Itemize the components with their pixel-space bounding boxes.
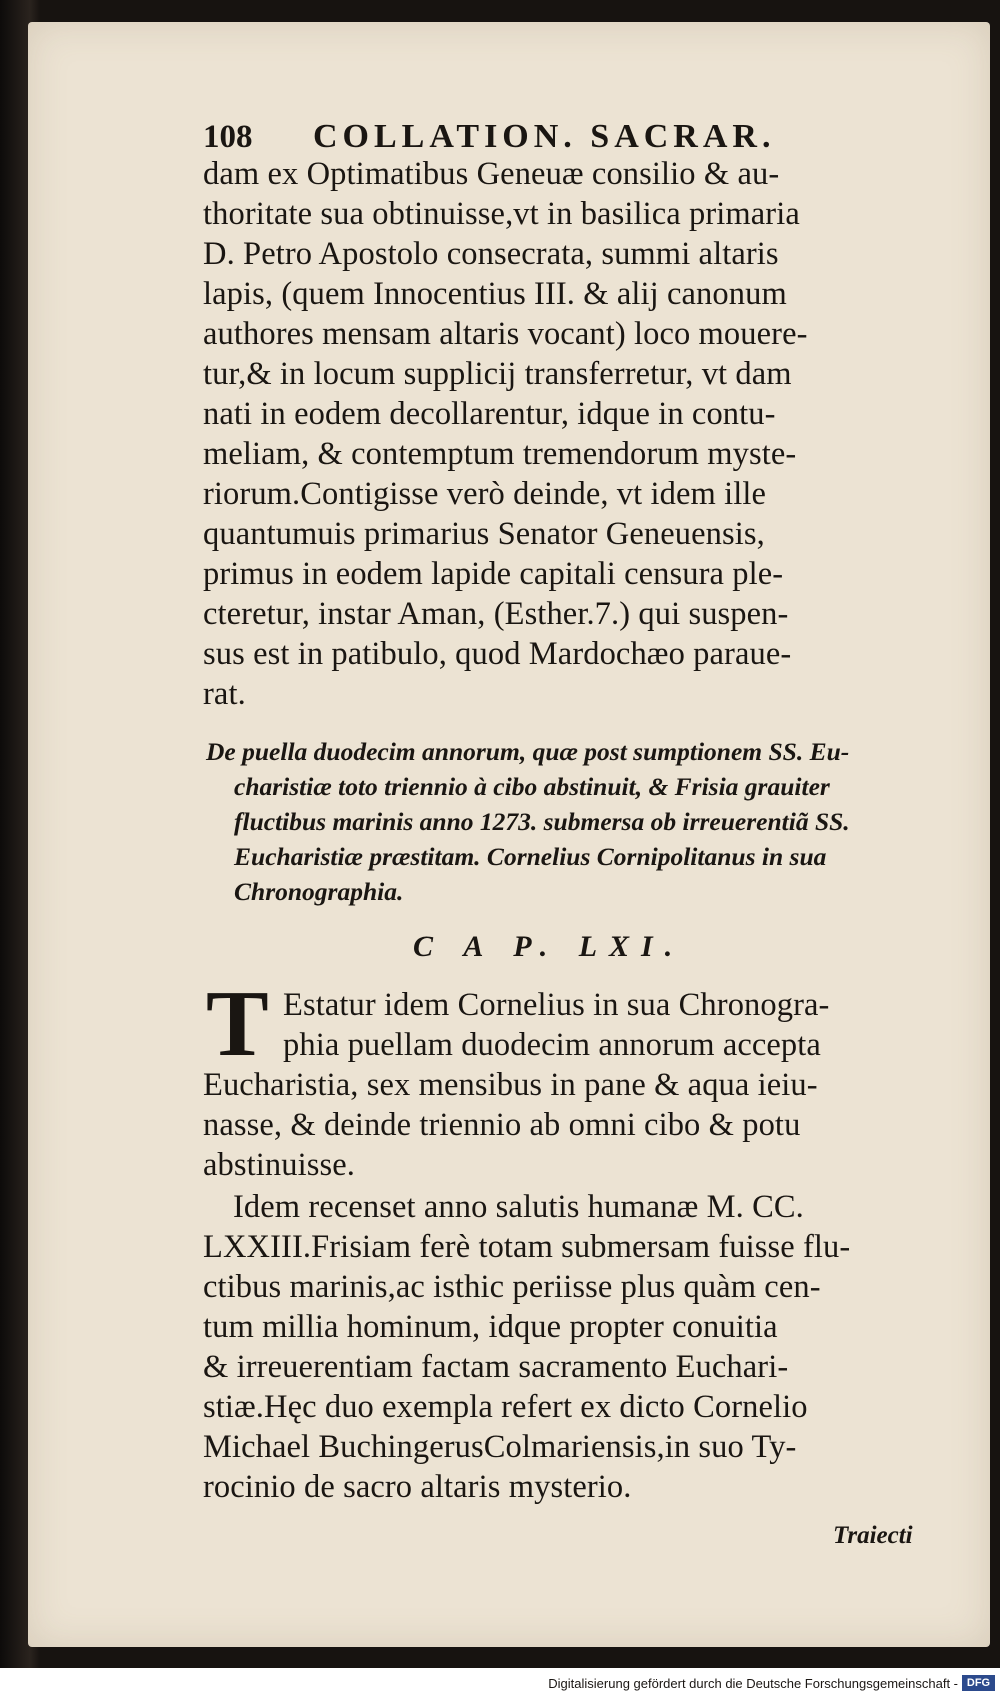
- text-line: nati in eodem decollarentur, idque in contu-: [203, 396, 776, 432]
- catchword: Traiecti: [833, 1522, 913, 1549]
- text-line: tum millia hominum, idque propter conuitia: [203, 1309, 778, 1345]
- text-line: quantumuis primarius Senator Geneuensis,: [203, 516, 765, 552]
- text-line: meliam, & contemptum tremendorum myste-: [203, 436, 797, 472]
- drop-cap-lines: [283, 985, 903, 1065]
- text-line: ctibus marinis,ac isthic periisse plus quàm cen-: [203, 1269, 821, 1305]
- text-line: tur,& in locum supplicij transferretur, vt dam: [203, 356, 792, 392]
- summary-line: Chronographia.: [234, 877, 404, 906]
- chapter-heading: C A P. LXI.: [413, 930, 685, 963]
- drop-cap: T: [206, 972, 269, 1076]
- text-line: rocinio de sacro altaris mysterio.: [203, 1469, 632, 1505]
- text-line: primus in eodem lapide capitali censura ple-: [203, 556, 784, 592]
- text-line: thoritate sua obtinuisse,vt in basilica primaria: [203, 196, 800, 232]
- page-number: 108: [203, 119, 253, 155]
- book-page: [28, 22, 990, 1647]
- top-paragraph: [203, 154, 898, 714]
- text-line: Estatur idem Cornelius in sua Chronogra-: [283, 987, 830, 1023]
- text-line: rat.: [203, 676, 246, 712]
- text-line: D. Petro Apostolo consecrata, summi altaris: [203, 236, 779, 272]
- text-line: abstinuisse.: [203, 1147, 355, 1183]
- text-line: riorum.Contigisse verò deinde, vt idem ille: [203, 476, 767, 512]
- running-title: COLLATION. SACRAR.: [313, 118, 776, 155]
- text-line: sus est in patibulo, quod Mardochæo paraue-: [203, 636, 792, 672]
- text-line: Michael BuchingerusColmariensis,in suo Ty-: [203, 1429, 797, 1465]
- text-line: & irreuerentiam factam sacramento Euchari-: [203, 1349, 789, 1385]
- text-line: dam ex Optimatibus Geneuæ consilio & au-: [203, 156, 780, 192]
- footer-credit: Digitalisierung gefördert durch die Deutsche Forschungsgemeinschaft -: [548, 1676, 958, 1691]
- digitization-footer: [0, 1668, 1000, 1698]
- text-line: stiæ.Hęc duo exempla refert ex dicto Cornelio: [203, 1389, 808, 1425]
- summary-line: Eucharistiæ præstitam. Cornelius Cornipolitanus in sua: [234, 842, 827, 871]
- text-line: cteretur, instar Aman, (Esther.7.) qui suspen-: [203, 596, 789, 632]
- paragraph-1: [203, 1065, 898, 1185]
- summary-line: fluctibus marinis anno 1273. submersa ob irreuerentiã SS.: [234, 807, 850, 836]
- paragraph-2: [203, 1187, 898, 1507]
- text-line: phia puellam duodecim annorum accepta: [283, 1027, 821, 1063]
- text-line: Eucharistia, sex mensibus in pane & aqua ieiu-: [203, 1067, 818, 1103]
- page-content: [28, 22, 990, 1647]
- text-line: authores mensam altaris vocant) loco mouere-: [203, 316, 808, 352]
- text-line: nasse, & deinde triennio ab omni cibo & potu: [203, 1107, 801, 1143]
- dfg-logo: DFG: [962, 1675, 995, 1691]
- text-line: Idem recenset anno salutis humanæ M. CC.: [233, 1189, 804, 1225]
- summary-line: charistiæ toto triennio à cibo abstinuit, & Frisia grauiter: [234, 772, 830, 801]
- text-line: LXXIII.Frisiam ferè totam submersam fuisse flu-: [203, 1229, 851, 1265]
- summary-line: De puella duodecim annorum, quæ post sumptionem SS. Eu-: [206, 737, 850, 766]
- chapter-summary: [206, 734, 901, 909]
- text-line: lapis, (quem Innocentius III. & alij canonum: [203, 276, 787, 312]
